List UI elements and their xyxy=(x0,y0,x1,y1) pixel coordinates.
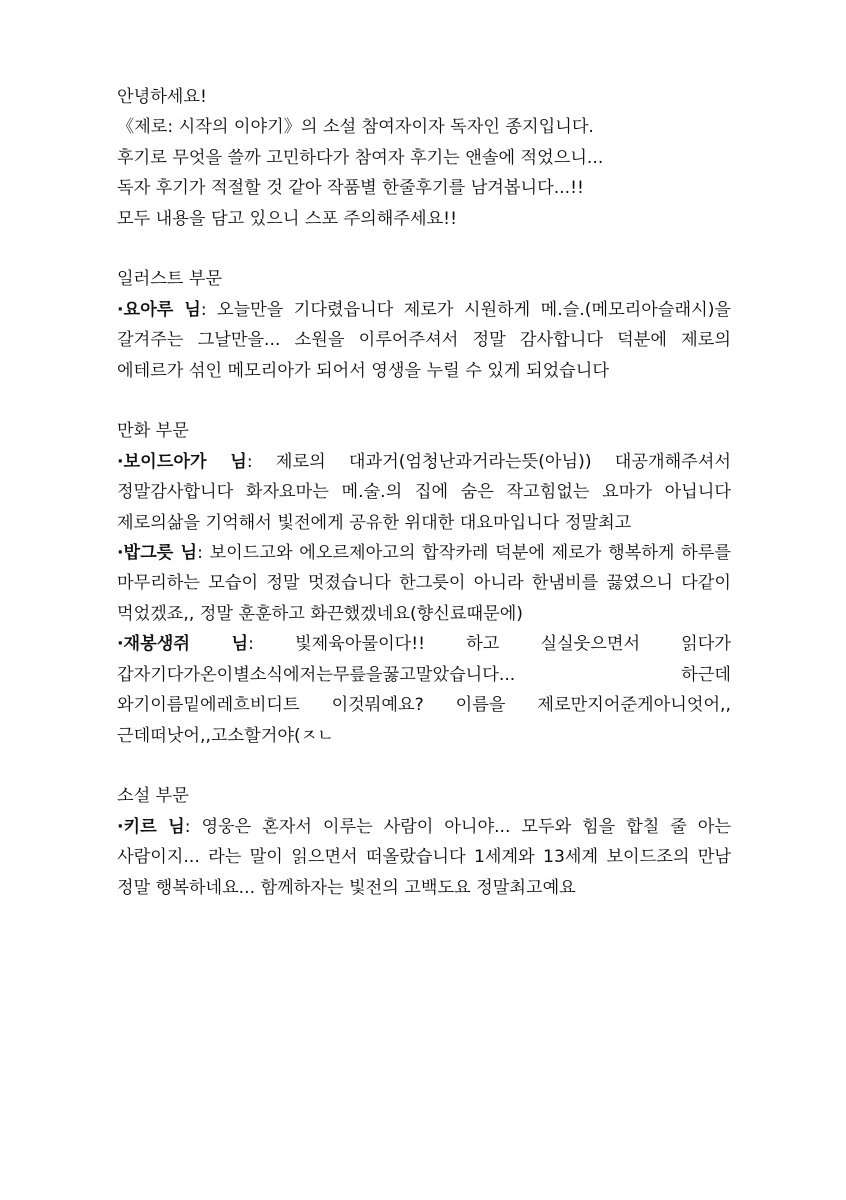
review-item xyxy=(117,447,731,538)
intro-block xyxy=(117,82,731,234)
review-item xyxy=(117,629,731,751)
reviewer-name: ·요아루 님 xyxy=(117,299,201,320)
section-title: 일러스트 부문 xyxy=(117,269,223,290)
intro-line: 《제로: 시작의 이야기》의 소설 참여자이자 독자인 종지입니다. xyxy=(117,117,594,138)
review-text: : 오늘만을 기다렸읍니다 제로가 시원하게 메.슬.(메모리아슬래시)을 갈겨주는 그날만을... 소원을 이루어주셔서 정말 감사합니다 덕분에 제로의 에테르가 섞인 메모리아가 되어서 영생을 누릴 수 있게 되었습니다 xyxy=(117,299,732,381)
intro-line: 후기로 무엇을 쓸까 고민하다가 참여자 후기는 앤솔에 적었으니... xyxy=(117,147,604,168)
document-page xyxy=(117,82,731,903)
reviewer-name: ·키르 님 xyxy=(117,816,185,837)
review-item xyxy=(117,538,731,629)
review-text: : 영웅은 혼자서 이루는 사람이 아니야... 모두와 힘을 합칠 줄 아는 사람이지... 라는 말이 읽으면서 떠올랐습니다 1세계와 13세계 보이드조의 만남 정말 행복하네요... 함께하자는 빛전의 고백도요 정말최고예요 xyxy=(117,816,731,898)
section-title: 만화 부문 xyxy=(117,421,189,442)
section-comic xyxy=(117,416,731,750)
intro-greeting: 안녕하세요! xyxy=(117,87,207,107)
reviewer-name: ·밥그릇 님 xyxy=(117,543,198,564)
review-text: : 빛제육아물이다!! 하고 실실웃으면서 읽다가 갑자기다가온이별소식에저는무릎을꿇고말았습니다... 하근데 와기이름밑에레흐비디트 이것뭐예요? 이름을 제로만지어준게아니엇어,, 근데떠낫어,,고소할거야(ㅈㄴ xyxy=(117,634,731,746)
review-item xyxy=(117,812,731,903)
section-title: 소설 부문 xyxy=(117,786,189,807)
reviewer-name: ·재봉생쥐 님 xyxy=(117,634,249,655)
review-text: : 보이드고와 에오르제아고의 합작카레 덕분에 제로가 행복하게 하루를 마무리하는 모습이 정말 멋졌습니다 한그릇이 아니라 한냄비를 끓였으니 다같이 먹었겠죠,, 정말 훈훈하고 화끈했겠네요(향신료때문에) xyxy=(117,543,731,624)
reviewer-name: ·보이드아가 님 xyxy=(117,451,247,472)
section-novel xyxy=(117,781,731,903)
section-illustration xyxy=(117,264,731,386)
intro-line: 독자 후기가 적절할 것 같아 작품별 한줄후기를 남겨봅니다...!! xyxy=(117,178,584,199)
intro-spoiler-warning: 모두 내용을 담고 있으니 스포 주의해주세요!! xyxy=(117,208,457,229)
review-item xyxy=(117,295,731,386)
review-text: : 제로의 대과거(엄청난과거라는뜻(아님)) 대공개해주셔서 정말감사합니다 화자요마는 메.술.의 집에 숨은 작고힘없는 요마가 아닙니다 제로의삶을 기억해서 빛전에게 공유한 위대한 대요마입니다 정말최고 xyxy=(117,451,731,533)
